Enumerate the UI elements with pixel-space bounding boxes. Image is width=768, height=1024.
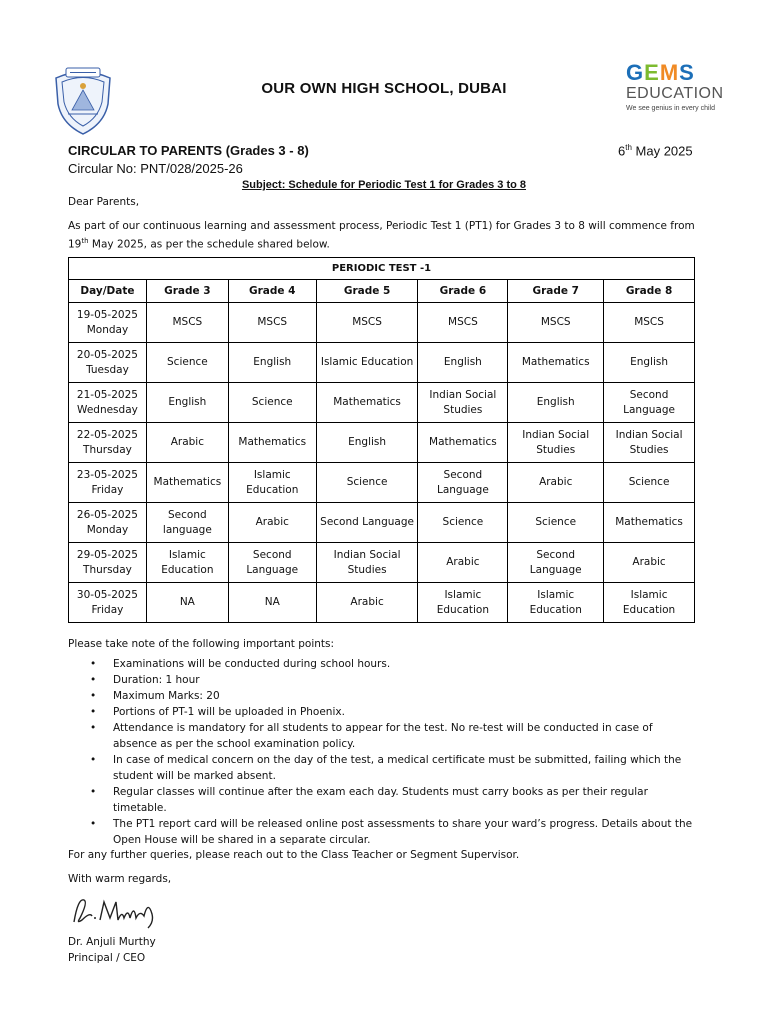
gems-education-label: EDUCATION: [626, 85, 724, 102]
point-text: Regular classes will continue after the exam each day. Students must carry books as per their regular timetable.: [113, 786, 648, 814]
date-value: 30-05-2025: [76, 588, 138, 601]
date-value: 20-05-2025: [76, 348, 138, 361]
subject-cell: Second Language: [228, 543, 316, 583]
subject-cell: Science: [604, 463, 695, 503]
intro-paragraph: As part of our continuous learning and assessment process, Periodic Test 1 (PT1) for Grades 3 to 8 will commence from 19th May 2025, as per the schedule shared below.: [68, 220, 695, 251]
day-value: Monday: [86, 523, 129, 536]
list-item: [68, 656, 698, 672]
point-text: Attendance is mandatory for all students to appear for the test. No re-test will be conducted in case of absence as per the school examination policy.: [113, 722, 653, 750]
list-item: [68, 720, 698, 752]
subject-cell: MSCS: [228, 303, 316, 343]
bullet-icon: •: [90, 754, 97, 766]
subject-cell: Indian Social Studies: [604, 423, 695, 463]
date-value: 21-05-2025: [76, 388, 138, 401]
table-header-cell: Grade 8: [604, 280, 695, 303]
subject-cell: MSCS: [604, 303, 695, 343]
school-crest-logo: [46, 64, 120, 136]
subject-cell: Mathematics: [146, 463, 228, 503]
subject-cell: NA: [228, 583, 316, 623]
subject-cell: Second Language: [418, 463, 508, 503]
date-cell: [69, 503, 147, 543]
date-cell: [69, 303, 147, 343]
point-text: In case of medical concern on the day of the test, a medical certificate must be submitted, failing which the student will be marked absent.: [113, 754, 682, 782]
subject-cell: Indian Social Studies: [316, 543, 418, 583]
day-value: Thursday: [83, 563, 132, 576]
subject-cell: MSCS: [146, 303, 228, 343]
subject-cell: Arabic: [316, 583, 418, 623]
point-text: Maximum Marks: 20: [113, 690, 220, 702]
date-value: 23-05-2025: [76, 468, 138, 481]
subject-cell: Second Language: [316, 503, 418, 543]
subject-cell: English: [418, 343, 508, 383]
day-value: Monday: [86, 323, 129, 336]
bullet-icon: •: [90, 674, 97, 686]
subject-cell: English: [604, 343, 695, 383]
queries-note: For any further queries, please reach out to the Class Teacher or Segment Supervisor.: [68, 849, 520, 861]
school-title: OUR OWN HIGH SCHOOL, DUBAI: [261, 80, 507, 97]
bullet-icon: •: [90, 786, 97, 798]
bullet-icon: •: [90, 658, 97, 670]
table-row: [69, 343, 695, 383]
subject-cell: Islamic Education: [316, 343, 418, 383]
day-value: Friday: [91, 483, 124, 496]
circular-heading: CIRCULAR TO PARENTS (Grades 3 - 8): [68, 143, 309, 158]
date-cell: [69, 343, 147, 383]
gems-wordmark: GEMS: [626, 60, 695, 85]
greeting: Dear Parents,: [68, 196, 140, 208]
table-header-cell: Grade 4: [228, 280, 316, 303]
subject-cell: Mathematics: [316, 383, 418, 423]
day-value: Tuesday: [86, 363, 129, 376]
list-item: [68, 688, 698, 704]
subject-cell: Science: [508, 503, 604, 543]
subject-line: Subject: Schedule for Periodic Test 1 for Grades 3 to 8: [241, 179, 527, 191]
signer-name: Dr. Anjuli Murthy: [68, 936, 156, 948]
table-header-cell: Grade 6: [418, 280, 508, 303]
table-row: [69, 503, 695, 543]
subject-cell: Science: [316, 463, 418, 503]
subject-cell: Islamic Education: [604, 583, 695, 623]
subject-cell: English: [146, 383, 228, 423]
subject-cell: Indian Social Studies: [508, 423, 604, 463]
list-item: [68, 752, 698, 784]
table-row: [69, 423, 695, 463]
principal-signature: [68, 888, 164, 932]
table-caption: PERIODIC TEST -1: [69, 258, 695, 280]
bullet-icon: •: [90, 722, 97, 734]
table-header-cell: Day/Date: [69, 280, 147, 303]
date-cell: [69, 423, 147, 463]
bullet-icon: •: [90, 690, 97, 702]
gems-tagline: We see genius in every child: [626, 105, 715, 112]
circular-date: 6th May 2025: [618, 143, 693, 159]
subject-cell: Islamic Education: [146, 543, 228, 583]
point-text: The PT1 report card will be released online post assessments to share your ward’s progress. Details about the Open House will be shared in a separate circular.: [113, 818, 693, 846]
table-row: [69, 463, 695, 503]
subject-cell: English: [316, 423, 418, 463]
day-value: Thursday: [83, 443, 132, 456]
schedule-table: [68, 257, 695, 623]
subject-cell: Second language: [146, 503, 228, 543]
date-cell: [69, 543, 147, 583]
notes-intro: Please take note of the following important points:: [68, 638, 335, 650]
table-row: [69, 583, 695, 623]
signer-role: Principal / CEO: [68, 952, 146, 964]
subject-cell: Science: [228, 383, 316, 423]
list-item: [68, 816, 698, 848]
gems-education-logo: [626, 62, 726, 114]
table-row: [69, 383, 695, 423]
subject-cell: NA: [146, 583, 228, 623]
point-text: Duration: 1 hour: [113, 674, 200, 686]
subject-cell: English: [228, 343, 316, 383]
point-text: Portions of PT-1 will be uploaded in Phoenix.: [113, 706, 345, 718]
list-item: [68, 704, 698, 720]
list-item: [68, 784, 698, 816]
subject-cell: MSCS: [418, 303, 508, 343]
subject-cell: Islamic Education: [508, 583, 604, 623]
subject-cell: Arabic: [146, 423, 228, 463]
subject-cell: MSCS: [316, 303, 418, 343]
subject-cell: English: [508, 383, 604, 423]
point-text: Examinations will be conducted during school hours.: [113, 658, 391, 670]
table-header-cell: Grade 3: [146, 280, 228, 303]
date-value: 29-05-2025: [76, 548, 138, 561]
subject-cell: Indian Social Studies: [418, 383, 508, 423]
date-value: 22-05-2025: [76, 428, 138, 441]
date-cell: [69, 463, 147, 503]
subject-cell: Science: [146, 343, 228, 383]
subject-cell: Mathematics: [228, 423, 316, 463]
subject-cell: Islamic Education: [418, 583, 508, 623]
circular-number: Circular No: PNT/028/2025-26: [68, 161, 243, 176]
subject-cell: Science: [418, 503, 508, 543]
subject-cell: Islamic Education: [228, 463, 316, 503]
date-value: 19-05-2025: [76, 308, 138, 321]
table-header-cell: Grade 5: [316, 280, 418, 303]
bullet-icon: •: [90, 818, 97, 830]
table-row: [69, 303, 695, 343]
subject-cell: Arabic: [228, 503, 316, 543]
day-value: Friday: [91, 603, 124, 616]
table-header-row: [69, 280, 695, 303]
subject-cell: Arabic: [508, 463, 604, 503]
list-item: [68, 672, 698, 688]
subject-cell: Arabic: [418, 543, 508, 583]
closing-regards: With warm regards,: [68, 873, 172, 885]
subject-cell: Second Language: [604, 383, 695, 423]
table-header-cell: Grade 7: [508, 280, 604, 303]
subject-cell: Mathematics: [418, 423, 508, 463]
subject-cell: MSCS: [508, 303, 604, 343]
table-row: [69, 543, 695, 583]
subject-cell: Arabic: [604, 543, 695, 583]
subject-cell: Mathematics: [604, 503, 695, 543]
subject-cell: Mathematics: [508, 343, 604, 383]
date-value: 26-05-2025: [76, 508, 138, 521]
day-value: Wednesday: [77, 403, 138, 416]
date-cell: [69, 583, 147, 623]
date-cell: [69, 383, 147, 423]
important-points-list: [68, 656, 698, 848]
subject-cell: Second Language: [508, 543, 604, 583]
bullet-icon: •: [90, 706, 97, 718]
